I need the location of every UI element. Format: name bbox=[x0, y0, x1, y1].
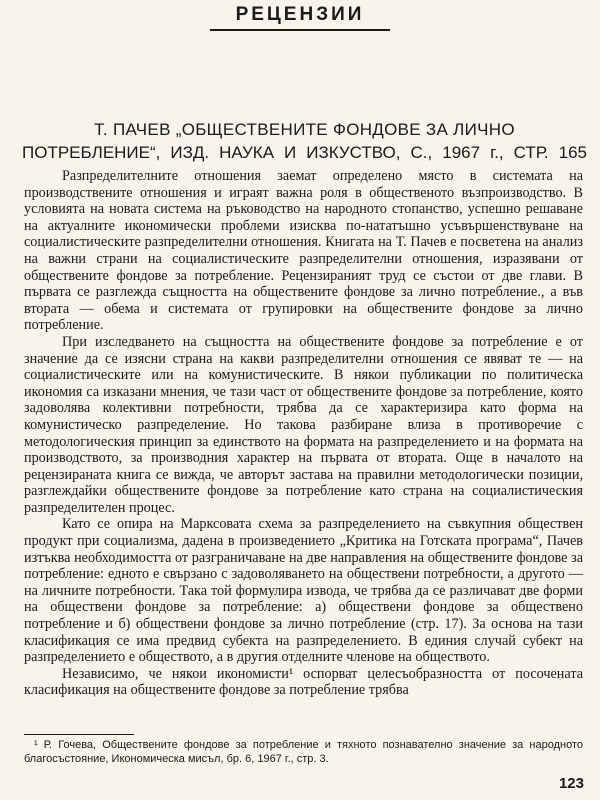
review-title bbox=[22, 118, 587, 164]
review-title-line-1: Т. ПАЧЕВ „ОБЩЕСТВЕНИТЕ ФОНДОВЕ ЗА ЛИЧНО bbox=[94, 120, 515, 139]
review-body bbox=[24, 168, 583, 699]
header-rule bbox=[210, 29, 390, 31]
page-number: 123 bbox=[558, 775, 584, 792]
paragraph: Независимо, че някои икономисти¹ оспорват целесъобразността от посочената класификация на обществените фондове за потребление трябва bbox=[24, 665, 583, 699]
footnote: ¹ Р. Гочева, Обществените фондове за потребление и тяхното познавателно значение за народното благосъстояние, Икономическа мисъл, бр. 6, 1967 г., стр. 3. bbox=[24, 739, 583, 765]
running-header: РЕЦЕНЗИИ bbox=[235, 4, 365, 25]
paragraph: Разпределителните отношения заемат определено място в системата на производствените отношения и играят важна роля в общественото възпроизводство. В условията на новата система на ръководство на народното стопанство, успешно решаване на актуалните икономически проблеми изисква по-нататъшно усъвършенствуване на социалистическите разпределителни отношения. Книгата на Т. Пачев е посветена на анализ на важни страни на социалистическите разпределителни отношения, изразявани от обществените фондове за потребление. Рецензираният труд се състои от две глави. В първата се разглежда същността на обществените фондове за лично потребление., а във втората — обема и системата от групировки на обществените фондове за лично потребление. bbox=[24, 168, 583, 334]
paragraph: При изследването на същността на обществените фондове за потребление е от значение да се изясни страна на какви разпределителни отношения се явяват те — на социалистическите или на комунистическите. В някои публикации по политическа икономия са изказани мнения, че тази част от обществените фондове за потребление, която задоволява колективни потребности, трябва да се характеризира като форма на комунистическо разпределение. Но такова разбиране влиза в противоречие с методологическия принцип за единството на формата на разпределението и на формата на производството, за производния характер на първата от втората. Още в началото на рецензираната книга се вижда, че авторът застава на правилни методологически позиции, разглеждайки обществените фондове за потребление като страна на социалистическия разпределителен процес. bbox=[24, 333, 583, 516]
footnote-rule bbox=[24, 734, 134, 735]
review-title-line-2: ПОТРЕБЛЕНИЕ“, ИЗД. НАУКА И ИЗКУСТВО, С., 1967 г., СТР. 165 bbox=[22, 143, 587, 162]
paragraph: Като се опира на Марксовата схема за разпределението на съвкупния обществен продукт при социализма, дадена в произведението „Критика на Готската програма“, Пачев изтъква необходимостта от разграничаване на две направления на обществените фондове за потребление: едното е свързано с задоволяването на обществени потребности, а другото — на личните потребности. Така той формулира извода, че трябва да се различават две форми на обществени фондове за потребление: а) обществени фондове за обществено потребление и б) обществени фондове за лично потребление (стр. 17). За основа на тази класификация се има предвид субекта на разпределението. В единия случай субект на разпределението е обществото, а в другия отделните членове на обществото. bbox=[24, 516, 583, 666]
